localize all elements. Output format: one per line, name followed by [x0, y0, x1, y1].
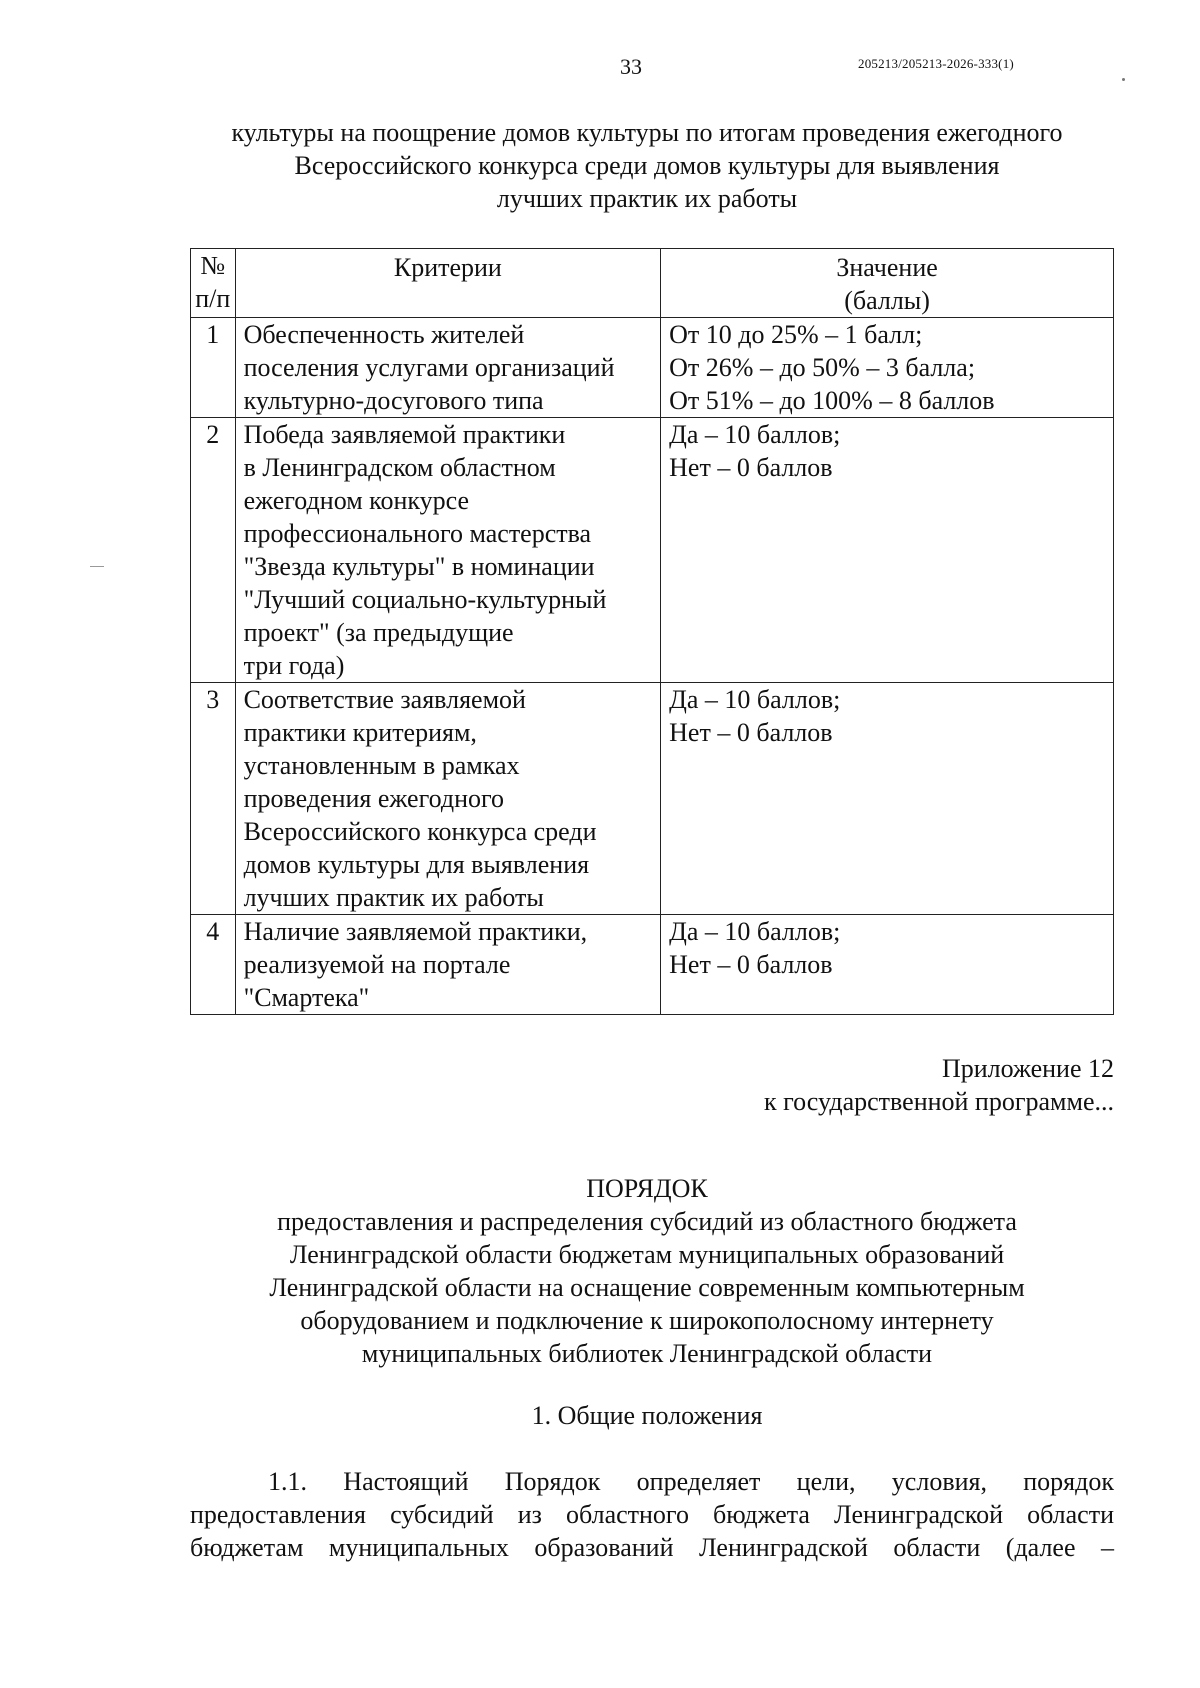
appendix-number: Приложение 12	[941, 1054, 1114, 1083]
value-line: От 26% – до 50% – 3 балла;	[669, 353, 976, 382]
criteria-line: проект" (за предыдущие	[243, 618, 514, 647]
criteria-line: практики критериям,	[243, 718, 477, 747]
table-row	[191, 683, 1114, 915]
header-num-line: №	[200, 251, 226, 280]
document-code: 205213/205213-2026-333(1)	[858, 56, 1014, 71]
criteria-table	[190, 248, 1114, 1015]
value-line: От 51% – до 100% – 8 баллов	[669, 386, 995, 415]
row-criteria	[235, 683, 661, 915]
row-criteria	[235, 318, 661, 418]
value-line: От 10 до 25% – 1 балл;	[669, 320, 923, 349]
order-subtitle-line: Ленинградской области бюджетам муниципальных образований	[289, 1240, 1005, 1269]
criteria-line: поселения услугами организаций	[243, 353, 615, 382]
intro-title-line: культуры на поощрение домов культуры по итогам проведения ежегодного	[231, 118, 1063, 147]
value-line: Да – 10 баллов;	[669, 685, 841, 714]
criteria-line: домов культуры для выявления	[243, 850, 590, 879]
chapter-heading: 1. Общие положения	[531, 1401, 763, 1430]
appendix-reference	[600, 1052, 1114, 1118]
row-number: 2	[191, 418, 236, 683]
paragraph-line: 1.1. Настоящий Порядок определяет цели, условия, порядок	[268, 1467, 1114, 1496]
paragraph-line: предоставления субсидий из областного бюджета Ленинградской области	[190, 1500, 1114, 1529]
header-value-line: Значение	[836, 253, 938, 282]
header-num	[191, 249, 236, 318]
criteria-line: культурно-досугового типа	[243, 386, 544, 415]
table-row	[191, 418, 1114, 683]
value-line: Нет – 0 баллов	[669, 950, 833, 979]
intro-title-line: лучших практик их работы	[496, 184, 798, 213]
table-row	[191, 318, 1114, 418]
value-line: Да – 10 баллов;	[669, 420, 841, 449]
scan-artifact	[90, 566, 104, 567]
order-subtitle-line: Ленинградской области на оснащение современным компьютерным	[269, 1273, 1025, 1302]
row-value	[661, 683, 1114, 915]
criteria-line: Всероссийского конкурса среди	[243, 817, 597, 846]
table-header-row	[191, 249, 1114, 318]
criteria-line: "Звезда культуры" в номинации	[243, 552, 595, 581]
row-number: 1	[191, 318, 236, 418]
criteria-line: "Смартека"	[243, 983, 370, 1012]
order-subtitle-line: оборудованием и подключение к широкополосному интернету	[300, 1306, 994, 1335]
criteria-line: профессионального мастерства	[243, 519, 592, 548]
value-line: Нет – 0 баллов	[669, 718, 833, 747]
order-subtitle-line: муниципальных библиотек Ленинградской области	[361, 1339, 933, 1368]
value-line: Нет – 0 баллов	[669, 453, 833, 482]
header-criteria: Критерии	[235, 249, 661, 318]
body-paragraph	[190, 1465, 1114, 1564]
criteria-line: лучших практик их работы	[243, 883, 544, 912]
criteria-line: "Лучший социально-культурный	[243, 585, 607, 614]
appendix-program: к государственной программе...	[764, 1087, 1114, 1116]
row-value	[661, 318, 1114, 418]
intro-title-line: Всероссийского конкурса среди домов культуры для выявления	[294, 151, 1000, 180]
value-line: Да – 10 баллов;	[669, 917, 841, 946]
criteria-line: Наличие заявляемой практики,	[243, 917, 588, 946]
intro-title	[180, 116, 1114, 215]
criteria-line: реализуемой на портале	[243, 950, 511, 979]
page-number: 33	[620, 54, 642, 79]
criteria-line: Обеспеченность жителей	[243, 320, 525, 349]
criteria-line: проведения ежегодного	[243, 784, 504, 813]
criteria-line: ежегодном конкурсе	[243, 486, 470, 515]
order-subtitle	[180, 1205, 1114, 1370]
criteria-line: в Ленинградском областном	[243, 453, 556, 482]
row-number: 3	[191, 683, 236, 915]
criteria-line: три года)	[243, 651, 345, 680]
row-value	[661, 418, 1114, 683]
criteria-line: Соответствие заявляемой	[243, 685, 526, 714]
order-title: ПОРЯДОК	[586, 1174, 708, 1203]
paragraph-line: бюджетам муниципальных образований Ленинградской области (далее –	[190, 1533, 1114, 1562]
criteria-line: Победа заявляемой практики	[243, 420, 566, 449]
table-row	[191, 915, 1114, 1015]
row-criteria	[235, 418, 661, 683]
row-value	[661, 915, 1114, 1015]
order-subtitle-line: предоставления и распределения субсидий из областного бюджета	[277, 1207, 1017, 1236]
header-value	[661, 249, 1114, 318]
row-number: 4	[191, 915, 236, 1015]
header-value-line: (баллы)	[844, 286, 930, 315]
criteria-line: установленным в рамках	[243, 751, 520, 780]
header-num-line: п/п	[195, 284, 231, 313]
scan-artifact	[1122, 78, 1125, 81]
row-criteria	[235, 915, 661, 1015]
